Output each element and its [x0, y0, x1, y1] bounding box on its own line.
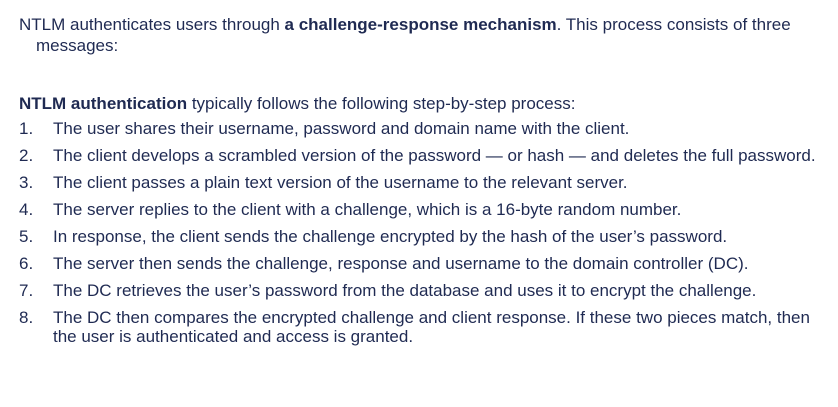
step-text: The server then sends the challenge, response and username to the domain controller (DC).: [53, 254, 749, 273]
intro-paragraph: [19, 14, 819, 56]
list-item: [19, 227, 819, 246]
process-heading: [19, 93, 819, 114]
step-number: 1.: [19, 119, 34, 138]
list-item: [19, 281, 819, 300]
intro-suffix: . This process consists of three messages:: [36, 15, 791, 55]
list-item: [19, 146, 819, 165]
process-heading-rest: typically follows the following step-by-step process:: [187, 94, 576, 113]
step-text: The server replies to the client with a challenge, which is a 16-byte random number.: [53, 200, 682, 219]
step-text: The client develops a scrambled version of the password — or hash — and deletes the full password.: [53, 146, 816, 165]
step-number: 2.: [19, 146, 34, 165]
intro-prefix: NTLM authenticates users through: [19, 15, 285, 34]
steps-list: [19, 119, 819, 346]
step-text: The user shares their username, password and domain name with the client.: [53, 119, 630, 138]
step-number: 8.: [19, 308, 34, 327]
document-body: [19, 14, 819, 354]
process-heading-bold: NTLM authentication: [19, 94, 188, 113]
step-text: The client passes a plain text version of the username to the relevant server.: [53, 173, 628, 192]
step-number: 6.: [19, 254, 34, 273]
list-item: [19, 200, 819, 219]
step-number: 4.: [19, 200, 34, 219]
list-item: [19, 254, 819, 273]
step-number: 3.: [19, 173, 34, 192]
intro-bold: a challenge-response mechanism: [284, 15, 557, 34]
step-text: In response, the client sends the challenge encrypted by the hash of the user’s password.: [53, 227, 728, 246]
list-item: [19, 173, 819, 192]
step-text: The DC retrieves the user’s password from the database and uses it to encrypt the challenge.: [53, 281, 757, 300]
list-item: [19, 119, 819, 138]
step-text: The DC then compares the encrypted challenge and client response. If these two pieces match, then the user is authenticated and access is granted.: [53, 308, 810, 346]
list-item: [19, 308, 819, 346]
step-number: 7.: [19, 281, 34, 300]
step-number: 5.: [19, 227, 34, 246]
